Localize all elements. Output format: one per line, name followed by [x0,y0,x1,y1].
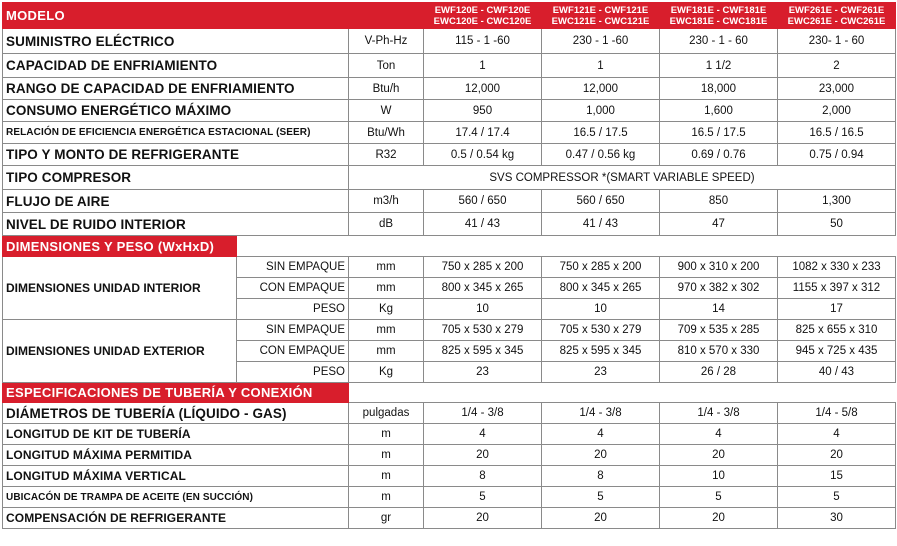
spec-row [3,54,896,78]
spec-value: 4 [778,424,896,445]
model-header-1 [542,3,660,29]
spec-row [3,144,896,166]
dimension-value: 10 [542,299,660,320]
dimension-unit: mm [349,320,424,341]
spec-label: DIÁMETROS DE TUBERÍA (LÍQUIDO - GAS) [3,403,349,424]
dimension-value: 23 [424,362,542,383]
spec-row [3,29,896,54]
spec-value: 1 [542,54,660,78]
spec-unit: pulgadas [349,403,424,424]
spec-label: LONGITUD DE KIT DE TUBERÍA [3,424,349,445]
dimension-group-label: DIMENSIONES UNIDAD INTERIOR [3,257,237,320]
model-code: EWC120E - CWC120E [433,15,532,27]
spec-value: 5 [542,487,660,508]
spec-row [3,487,896,508]
dimension-sub-label: PESO [237,362,349,383]
compressor-value: SVS COMPRESSOR *(SMART VARIABLE SPEED) [349,166,896,190]
dimension-value: 14 [660,299,778,320]
dimension-value: 825 x 595 x 345 [424,341,542,362]
dimension-group-label: DIMENSIONES UNIDAD EXTERIOR [3,320,237,383]
dimension-value: 970 x 382 x 302 [660,278,778,299]
dimension-unit: mm [349,257,424,278]
spec-label: COMPENSACIÓN DE REFRIGERANTE [3,508,349,529]
spec-value: 1,300 [778,190,896,213]
spec-value: 4 [660,424,778,445]
spec-value: 1/4 - 3/8 [542,403,660,424]
dimension-row [3,320,896,341]
dimension-value: 705 x 530 x 279 [542,320,660,341]
spec-row [3,100,896,122]
section-header-piping [3,383,896,403]
model-code: EWF120E - CWF120E [434,4,531,16]
spec-row [3,190,896,213]
spec-label: CONSUMO ENERGÉTICO MÁXIMO [3,100,349,122]
spec-label: NIVEL DE RUIDO INTERIOR [3,213,349,236]
spec-unit: m [349,445,424,466]
spec-value: 5 [424,487,542,508]
spec-unit: V-Ph-Hz [349,29,424,54]
spec-unit: m [349,424,424,445]
spec-value: 20 [660,508,778,529]
spec-value: 12,000 [542,78,660,100]
spec-value: 1 1/2 [660,54,778,78]
section-header-dimensions [3,236,896,257]
dimension-value: 945 x 725 x 435 [778,341,896,362]
spec-value: 0.47 / 0.56 kg [542,144,660,166]
section-spacer [349,383,896,403]
spec-value: 8 [424,466,542,487]
spec-value: 20 [542,508,660,529]
dimension-value: 750 x 285 x 200 [542,257,660,278]
header-row [3,3,896,29]
dimension-value: 800 x 345 x 265 [424,278,542,299]
spec-value: 1/4 - 3/8 [424,403,542,424]
spec-unit: dB [349,213,424,236]
spec-value: 20 [424,445,542,466]
spec-value: 8 [542,466,660,487]
spec-unit: gr [349,508,424,529]
spec-value: 23,000 [778,78,896,100]
spec-value: 50 [778,213,896,236]
section-spacer [237,236,896,257]
dimension-sub-label: SIN EMPAQUE [237,257,349,278]
model-code: EWC181E - CWC181E [669,15,768,27]
spec-value: 10 [660,466,778,487]
spec-value: 16.5 / 16.5 [778,122,896,144]
model-code: EWC121E - CWC121E [551,15,650,27]
spec-value: 20 [424,508,542,529]
dimension-value: 825 x 655 x 310 [778,320,896,341]
spec-value: 0.75 / 0.94 [778,144,896,166]
spec-value: 12,000 [424,78,542,100]
spec-label: RANGO DE CAPACIDAD DE ENFRIAMIENTO [3,78,349,100]
spec-row [3,78,896,100]
dimension-sub-label: SIN EMPAQUE [237,320,349,341]
dimension-unit: Kg [349,299,424,320]
spec-value: 0.5 / 0.54 kg [424,144,542,166]
spec-value: 2 [778,54,896,78]
spec-unit: Btu/h [349,78,424,100]
model-code: EWF121E - CWF121E [552,4,649,16]
spec-table [2,2,896,529]
dimension-sub-label: CON EMPAQUE [237,278,349,299]
spec-value: 47 [660,213,778,236]
spec-unit: m3/h [349,190,424,213]
spec-value: 20 [660,445,778,466]
dimension-value: 709 x 535 x 285 [660,320,778,341]
spec-value: 1/4 - 3/8 [660,403,778,424]
spec-row [3,445,896,466]
spec-label: SUMINISTRO ELÉCTRICO [3,29,349,54]
spec-value: 15 [778,466,896,487]
model-code: EWC261E - CWC261E [787,15,886,27]
spec-label: LONGITUD MÁXIMA VERTICAL [3,466,349,487]
dimension-value: 825 x 595 x 345 [542,341,660,362]
spec-value: 1 [424,54,542,78]
dimension-sub-label: PESO [237,299,349,320]
dimension-unit: mm [349,341,424,362]
spec-value: 4 [542,424,660,445]
spec-row [3,122,896,144]
dimension-unit: Kg [349,362,424,383]
spec-value: 4 [424,424,542,445]
spec-unit: Btu/Wh [349,122,424,144]
spec-value: 41 / 43 [542,213,660,236]
spec-row [3,213,896,236]
dimension-value: 800 x 345 x 265 [542,278,660,299]
spec-label: LONGITUD MÁXIMA PERMITIDA [3,445,349,466]
spec-value: 230 - 1 - 60 [660,29,778,54]
spec-value: 5 [778,487,896,508]
dimension-sub-label: CON EMPAQUE [237,341,349,362]
dimension-value: 23 [542,362,660,383]
spec-value: 2,000 [778,100,896,122]
dimension-value: 17 [778,299,896,320]
spec-value: 41 / 43 [424,213,542,236]
spec-unit: m [349,487,424,508]
spec-row [3,466,896,487]
compressor-label: TIPO COMPRESOR [3,166,349,190]
model-header-2 [660,3,778,29]
model-header-title: MODELO [3,3,424,29]
spec-value: 1/4 - 5/8 [778,403,896,424]
spec-value: 17.4 / 17.4 [424,122,542,144]
spec-value: 20 [542,445,660,466]
dimension-value: 1082 x 330 x 233 [778,257,896,278]
spec-unit: m [349,466,424,487]
spec-row [3,424,896,445]
dimension-row [3,257,896,278]
spec-value: 1,600 [660,100,778,122]
dimension-value: 40 / 43 [778,362,896,383]
spec-label: TIPO Y MONTO DE REFRIGERANTE [3,144,349,166]
spec-unit: W [349,100,424,122]
section-title-piping: ESPECIFICACIONES DE TUBERÍA Y CONEXIÓN [3,383,349,403]
dimension-value: 1155 x 397 x 312 [778,278,896,299]
dimension-value: 26 / 28 [660,362,778,383]
dimension-value: 810 x 570 x 330 [660,341,778,362]
spec-value: 230 - 1 -60 [542,29,660,54]
spec-value: 30 [778,508,896,529]
dimension-unit: mm [349,278,424,299]
model-header-0 [424,3,542,29]
spec-value: 16.5 / 17.5 [660,122,778,144]
spec-value: 0.69 / 0.76 [660,144,778,166]
dimension-value: 705 x 530 x 279 [424,320,542,341]
model-code: EWF181E - CWF181E [670,4,767,16]
spec-unit: Ton [349,54,424,78]
model-code: EWF261E - CWF261E [788,4,885,16]
spec-value: 560 / 650 [542,190,660,213]
spec-label: RELACIÓN DE EFICIENCIA ENERGÉTICA ESTACIONAL (SEER) [3,122,349,144]
dimension-value: 900 x 310 x 200 [660,257,778,278]
dimension-value: 10 [424,299,542,320]
section-title-dimensions: DIMENSIONES Y PESO (WxHxD) [3,236,237,257]
spec-label: FLUJO DE AIRE [3,190,349,213]
dimension-value: 750 x 285 x 200 [424,257,542,278]
spec-value: 20 [778,445,896,466]
spec-value: 950 [424,100,542,122]
spec-label: CAPACIDAD DE ENFRIAMIENTO [3,54,349,78]
compressor-row [3,166,896,190]
spec-value: 230- 1 - 60 [778,29,896,54]
spec-value: 560 / 650 [424,190,542,213]
spec-value: 850 [660,190,778,213]
spec-value: 115 - 1 -60 [424,29,542,54]
spec-label: UBICACÓN DE TRAMPA DE ACEITE (EN SUCCIÓN) [3,487,349,508]
model-header-3 [778,3,896,29]
spec-unit: R32 [349,144,424,166]
spec-row [3,508,896,529]
spec-value: 18,000 [660,78,778,100]
spec-value: 5 [660,487,778,508]
spec-row [3,403,896,424]
spec-value: 16.5 / 17.5 [542,122,660,144]
spec-value: 1,000 [542,100,660,122]
